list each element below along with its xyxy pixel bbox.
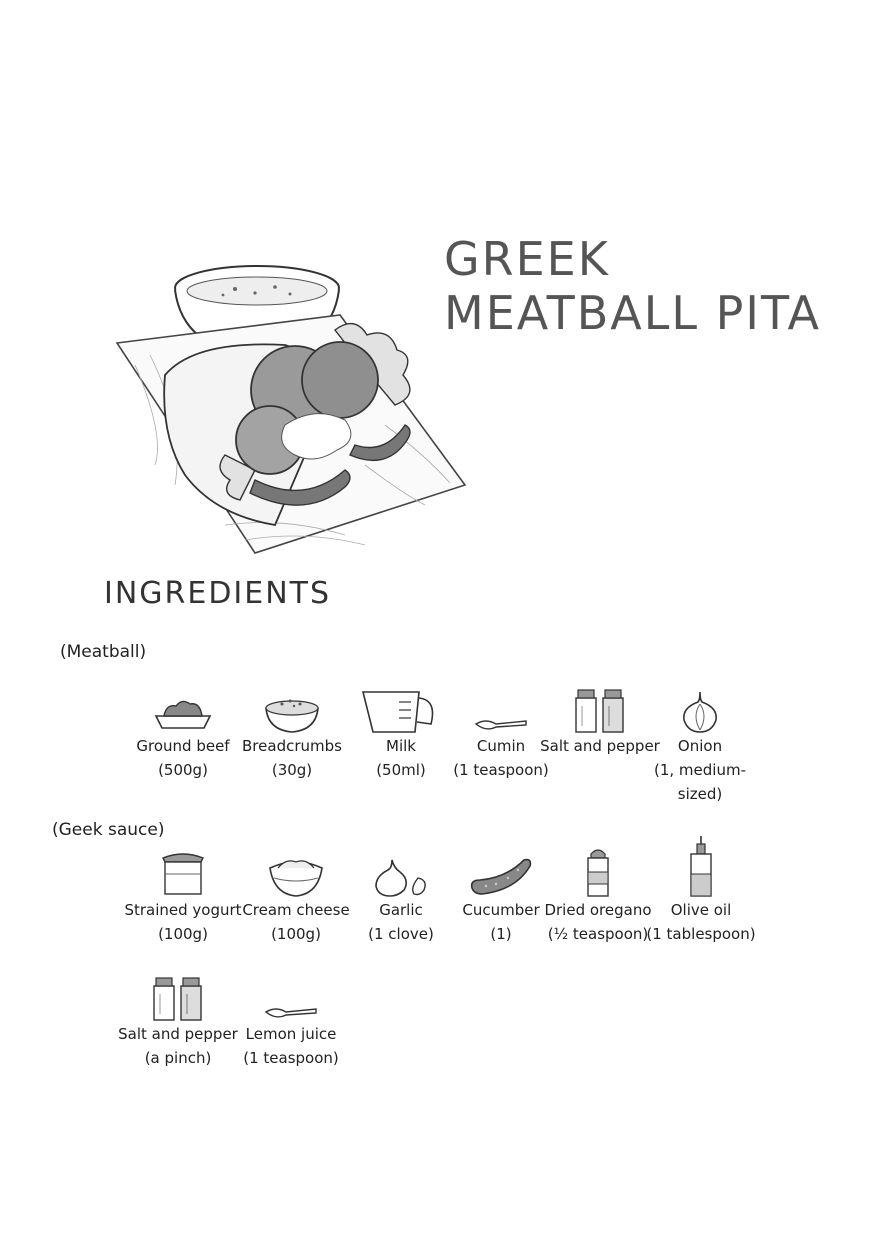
ingredient-name: Milk: [386, 737, 416, 755]
ingredient-quantity: (1): [490, 925, 512, 943]
ingredient-quantity: (50ml): [376, 761, 426, 779]
breadcrumbs-bowl-icon: [260, 690, 324, 734]
recipe-title-line-1: GREEK: [444, 232, 610, 286]
ingredient-dried-oregano: [538, 846, 658, 946]
ingredient-quantity: (1 tablespoon): [646, 925, 756, 943]
ingredient-name: Breadcrumbs: [242, 737, 342, 755]
ingredient-quantity: (½ teaspoon): [547, 925, 649, 943]
ingredients-heading: INGREDIENTS: [104, 576, 332, 611]
meatball-pita-illustration: [105, 255, 475, 555]
ingredient-name: Salt and pepper: [540, 737, 660, 755]
ingredient-quantity: (1, medium-sized): [654, 761, 746, 803]
ingredient-name: Cumin: [476, 737, 526, 755]
salt-pepper-shakers-icon: [572, 686, 628, 734]
ingredient-quantity: (1 teaspoon): [243, 1049, 339, 1067]
olive-oil-bottle-icon: [685, 836, 717, 898]
recipe-title-line-2: MEATBALL PITA: [444, 286, 821, 340]
ingredient-name: Cream cheese: [242, 901, 350, 919]
ingredient-ground-beef: [123, 682, 243, 782]
ingredient-name: Cucumber: [462, 901, 540, 919]
ingredient-quantity: (30g): [271, 761, 313, 779]
measuring-cup-icon: [359, 688, 443, 734]
cream-cheese-bowl-icon: [264, 852, 328, 898]
ingredient-quantity: (a pinch): [144, 1049, 212, 1067]
salt-pepper-shakers-icon: [150, 974, 206, 1022]
ingredient-breadcrumbs: [232, 682, 352, 782]
ingredient-quantity: (1 teaspoon): [453, 761, 549, 779]
ingredient-cream-cheese: [236, 846, 356, 946]
garlic-icon: [370, 854, 432, 898]
sauce-group-label: (Geek sauce): [52, 820, 165, 840]
teaspoon-icon: [262, 1000, 320, 1022]
ingredient-quantity: (100g): [158, 925, 208, 943]
ingredient-lemon-juice: [231, 970, 351, 1070]
ground-beef-tray-icon: [152, 694, 214, 734]
meatball-group-label: (Meatball): [60, 642, 147, 662]
oregano-jar-icon: [583, 844, 613, 898]
cucumber-icon: [466, 854, 536, 898]
ingredient-quantity: (100g): [271, 925, 321, 943]
ingredient-name: Olive oil: [670, 901, 732, 919]
ingredient-olive-oil: [641, 846, 761, 946]
ingredient-strained-yogurt: [123, 846, 243, 946]
ingredient-name: Dried oregano: [544, 901, 652, 919]
teaspoon-icon: [472, 712, 530, 734]
ingredient-name: Garlic: [379, 901, 423, 919]
ingredient-name: Strained yogurt: [124, 901, 242, 919]
ingredient-salt-pepper-pinch: [118, 970, 238, 1070]
ingredient-quantity: (1 clove): [368, 925, 434, 943]
ingredient-onion: [640, 682, 760, 806]
ingredient-name: Onion: [677, 737, 723, 755]
ingredient-name: Ground beef: [136, 737, 230, 755]
ingredient-name: Salt and pepper: [118, 1025, 238, 1043]
yogurt-jar-icon: [157, 848, 209, 898]
ingredient-quantity: (500g): [158, 761, 208, 779]
onion-icon: [678, 688, 722, 734]
ingredient-name: Lemon juice: [245, 1025, 337, 1043]
